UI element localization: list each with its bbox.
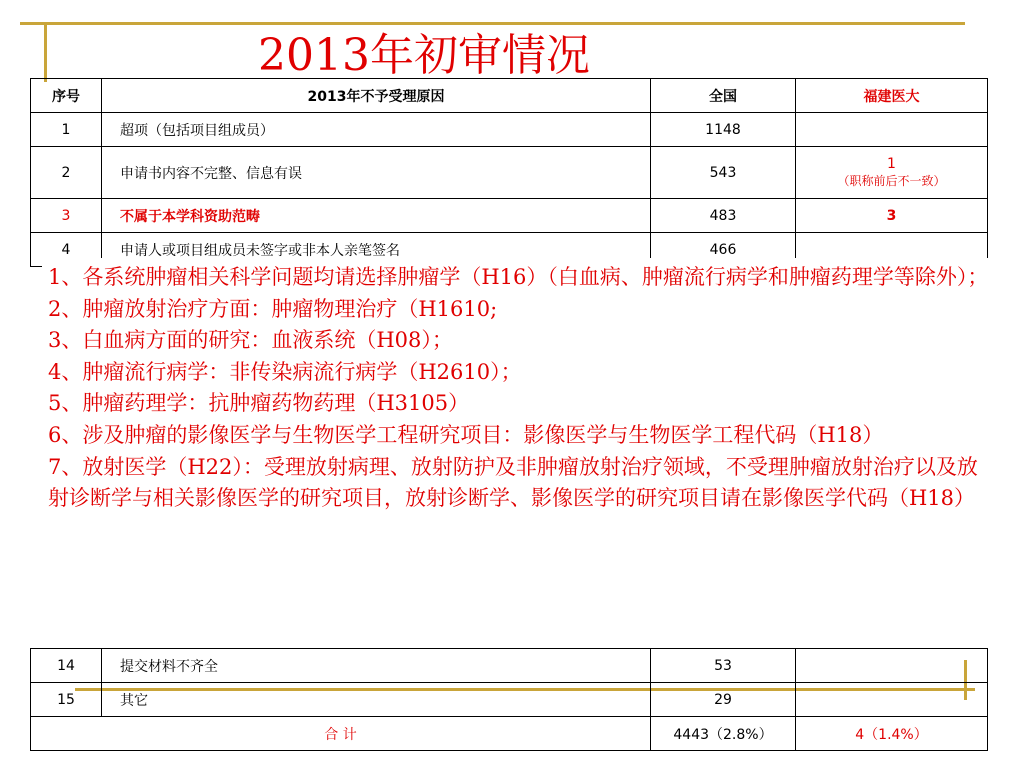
table-header-row	[31, 79, 988, 113]
header-national: 全国	[651, 79, 796, 113]
row-reason: 提交材料不齐全	[102, 649, 651, 683]
table-row	[31, 199, 988, 233]
overlay-line: 1、各系统肿瘤相关科学问题均请选择肿瘤学（H16）（白血病、肿瘤流行病学和肿瘤药理学等除外）；	[48, 265, 989, 289]
header-reason: 2013年不予受理原因	[102, 79, 651, 113]
row-fujian	[796, 113, 988, 147]
slide-title: 2013年初审情况	[258, 30, 590, 81]
row-national: 483	[651, 199, 796, 233]
overlay-line: 6、涉及肿瘤的影像医学与生物医学工程研究项目：影像医学与生物医学工程代码（H18）	[48, 422, 884, 447]
row-reason: 申请人或项目组成员未签字或非本人亲笔签名	[102, 233, 651, 267]
row-fujian	[796, 683, 988, 717]
total-national: 4443（2.8%）	[651, 717, 796, 751]
overlay-line: 3、白血病方面的研究：血液系统（H08）；	[48, 328, 453, 353]
row-national: 466	[651, 233, 796, 267]
header-fujian: 福建医大	[796, 79, 988, 113]
row-reason: 不属于本学科资助范畴	[102, 199, 651, 233]
fujian-count: 1	[887, 156, 896, 172]
row-index: 2	[31, 147, 102, 199]
overlay-line: 4、肿瘤流行病学：非传染病流行病学（H2610）；	[48, 359, 522, 384]
review-table-top	[30, 78, 988, 267]
row-fujian: 3	[796, 199, 988, 233]
overlay-text	[48, 262, 998, 515]
table-row	[31, 649, 988, 683]
row-index: 3	[31, 199, 102, 233]
row-fujian	[796, 147, 988, 199]
overlay-line: 5、肿瘤药理学：抗肿瘤药物药理（H3105）	[48, 391, 470, 416]
row-reason: 申请书内容不完整、信息有误	[102, 147, 651, 199]
row-national: 29	[651, 683, 796, 717]
table-row	[31, 113, 988, 147]
row-fujian	[796, 649, 988, 683]
row-reason: 其它	[102, 683, 651, 717]
fujian-note: （职称前后不一致）	[837, 174, 946, 188]
row-reason: 超项（包括项目组成员）	[102, 113, 651, 147]
header-index: 序号	[31, 79, 102, 113]
total-fujian: 4（1.4%）	[796, 717, 988, 751]
row-national: 543	[651, 147, 796, 199]
row-index: 14	[31, 649, 102, 683]
row-national: 1148	[651, 113, 796, 147]
overlay-line: 7、放射医学（H22）：受理放射病理、放射防护及非肿瘤放射治疗领域，不受理肿瘤放射治疗以及放射诊断学与相关影像医学的研究项目，放射诊断学、影像医学的研究项目请在影像医学代码（H18）	[48, 454, 978, 511]
table-row	[31, 147, 988, 199]
total-label: 合 计	[31, 717, 651, 751]
row-index: 1	[31, 113, 102, 147]
row-index: 4	[31, 233, 102, 267]
review-table-bottom	[30, 648, 988, 751]
row-national: 53	[651, 649, 796, 683]
decor-top-line	[20, 22, 965, 25]
overlay-line: 2、肿瘤放射治疗方面：肿瘤物理治疗（H1610;	[48, 296, 498, 321]
decor-left-line	[44, 22, 47, 82]
table-total-row	[31, 717, 988, 751]
row-index: 15	[31, 683, 102, 717]
table-row	[31, 683, 988, 717]
